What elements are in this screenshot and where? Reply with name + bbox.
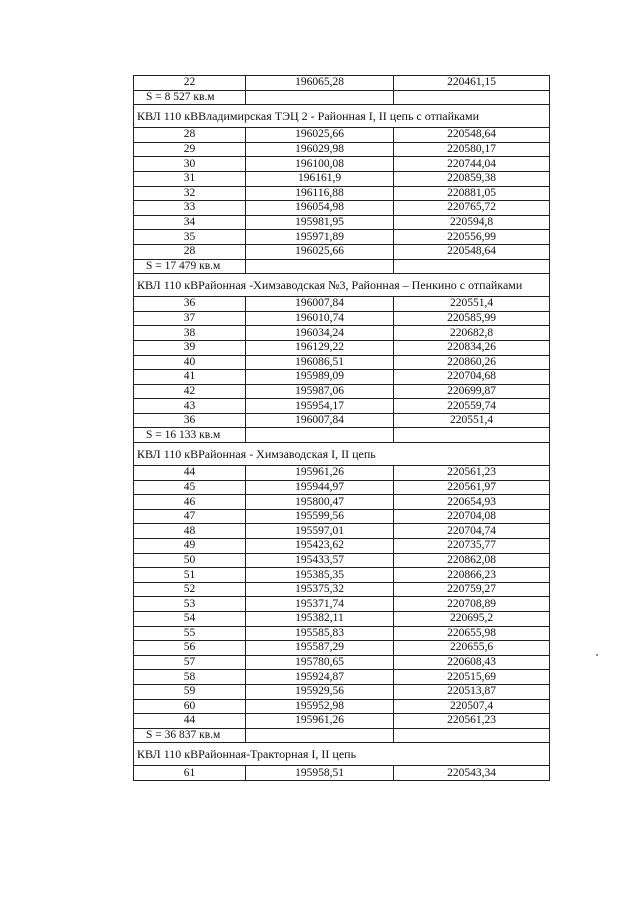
point-number: 57 <box>134 655 246 670</box>
x-coordinate: 196065,28 <box>246 76 394 91</box>
table-row <box>134 568 550 583</box>
x-coordinate: 195944,97 <box>246 480 394 495</box>
point-number: 55 <box>134 626 246 641</box>
table-row <box>134 612 550 627</box>
x-coordinate: 195599,56 <box>246 509 394 524</box>
point-number: 44 <box>134 466 246 481</box>
section-title: КВЛ 110 кВРайонная -Химзаводская №3, Районная – Пенкино с отпайками <box>134 274 550 297</box>
x-coordinate: 195971,89 <box>246 230 394 245</box>
table-row <box>134 340 550 355</box>
point-number: 36 <box>134 297 246 312</box>
table-row <box>134 539 550 554</box>
area-value: S = 36 837 кв.м <box>134 728 246 743</box>
y-coordinate: 220551,4 <box>394 297 550 312</box>
y-coordinate: 220559,74 <box>394 399 550 414</box>
table-row <box>134 142 550 157</box>
x-coordinate: 195800,47 <box>246 495 394 510</box>
y-coordinate: 220556,99 <box>394 230 550 245</box>
table-row <box>134 157 550 172</box>
point-number: 46 <box>134 495 246 510</box>
x-coordinate: 196029,98 <box>246 142 394 157</box>
empty-cell <box>394 428 550 443</box>
x-coordinate: 195929,56 <box>246 684 394 699</box>
point-number: 47 <box>134 509 246 524</box>
point-number: 49 <box>134 539 246 554</box>
point-number: 44 <box>134 714 246 729</box>
table-row <box>134 626 550 641</box>
table-row <box>134 509 550 524</box>
y-coordinate: 220513,87 <box>394 684 550 699</box>
point-number: 29 <box>134 142 246 157</box>
y-coordinate: 220881,05 <box>394 186 550 201</box>
x-coordinate: 195780,65 <box>246 655 394 670</box>
y-coordinate: 220655,98 <box>394 626 550 641</box>
x-coordinate: 195597,01 <box>246 524 394 539</box>
x-coordinate: 195433,57 <box>246 553 394 568</box>
x-coordinate: 195961,26 <box>246 714 394 729</box>
x-coordinate: 195587,29 <box>246 641 394 656</box>
table-row <box>134 186 550 201</box>
y-coordinate: 220735,77 <box>394 539 550 554</box>
table-row <box>134 230 550 245</box>
x-coordinate: 196129,22 <box>246 340 394 355</box>
y-coordinate: 220765,72 <box>394 201 550 216</box>
x-coordinate: 195382,11 <box>246 612 394 627</box>
point-number: 31 <box>134 171 246 186</box>
area-row <box>134 728 550 743</box>
table-row <box>134 480 550 495</box>
point-number: 35 <box>134 230 246 245</box>
table-row <box>134 553 550 568</box>
y-coordinate: 220866,23 <box>394 568 550 583</box>
y-coordinate: 220704,68 <box>394 370 550 385</box>
table-row <box>134 171 550 186</box>
x-coordinate: 196025,66 <box>246 244 394 259</box>
section-title-row <box>134 274 550 297</box>
point-number: 59 <box>134 684 246 699</box>
y-coordinate: 220708,89 <box>394 597 550 612</box>
x-coordinate: 195987,06 <box>246 384 394 399</box>
y-coordinate: 220862,08 <box>394 553 550 568</box>
x-coordinate: 196116,88 <box>246 186 394 201</box>
table-row <box>134 244 550 259</box>
x-coordinate: 196007,84 <box>246 413 394 428</box>
table-row <box>134 670 550 685</box>
y-coordinate: 220704,08 <box>394 509 550 524</box>
x-coordinate: 195924,87 <box>246 670 394 685</box>
y-coordinate: 220608,43 <box>394 655 550 670</box>
section-title-row <box>134 443 550 466</box>
section-title: КВЛ 110 кВВладимирская ТЭЦ 2 - Районная I, II цепь с отпайками <box>134 105 550 128</box>
x-coordinate: 195958,51 <box>246 766 394 781</box>
point-number: 56 <box>134 641 246 656</box>
point-number: 45 <box>134 480 246 495</box>
empty-cell <box>394 728 550 743</box>
y-coordinate: 220759,27 <box>394 582 550 597</box>
point-number: 37 <box>134 311 246 326</box>
table-row <box>134 699 550 714</box>
y-coordinate: 220655,6 <box>394 641 550 656</box>
x-coordinate: 195585,83 <box>246 626 394 641</box>
y-coordinate: 220561,23 <box>394 714 550 729</box>
y-coordinate: 220461,15 <box>394 76 550 91</box>
y-coordinate: 220580,17 <box>394 142 550 157</box>
point-number: 60 <box>134 699 246 714</box>
y-coordinate: 220744,04 <box>394 157 550 172</box>
area-value: S = 8 527 кв.м <box>134 90 246 105</box>
empty-cell <box>394 90 550 105</box>
y-coordinate: 220682,8 <box>394 326 550 341</box>
area-value: S = 16 133 кв.м <box>134 428 246 443</box>
point-number: 36 <box>134 413 246 428</box>
table-row <box>134 201 550 216</box>
section-title: КВЛ 110 кВРайонная-Тракторная I, II цепь <box>134 743 550 766</box>
point-number: 41 <box>134 370 246 385</box>
table-row <box>134 326 550 341</box>
area-value: S = 17 479 кв.м <box>134 259 246 274</box>
empty-cell <box>246 728 394 743</box>
table-row <box>134 495 550 510</box>
x-coordinate: 195952,98 <box>246 699 394 714</box>
y-coordinate: 220515,69 <box>394 670 550 685</box>
point-number: 50 <box>134 553 246 568</box>
y-coordinate: 220507,4 <box>394 699 550 714</box>
x-coordinate: 195981,95 <box>246 215 394 230</box>
point-number: 22 <box>134 76 246 91</box>
table-row <box>134 524 550 539</box>
y-coordinate: 220561,23 <box>394 466 550 481</box>
coordinates-table <box>133 75 550 781</box>
x-coordinate: 196161,9 <box>246 171 394 186</box>
x-coordinate: 195989,09 <box>246 370 394 385</box>
area-row <box>134 428 550 443</box>
y-coordinate: 220834,26 <box>394 340 550 355</box>
empty-cell <box>246 90 394 105</box>
empty-cell <box>394 259 550 274</box>
x-coordinate: 195961,26 <box>246 466 394 481</box>
y-coordinate: 220704,74 <box>394 524 550 539</box>
x-coordinate: 196010,74 <box>246 311 394 326</box>
y-coordinate: 220859,38 <box>394 171 550 186</box>
section-title: КВЛ 110 кВРайонная - Химзаводская I, II цепь <box>134 443 550 466</box>
table-row <box>134 714 550 729</box>
point-number: 34 <box>134 215 246 230</box>
y-coordinate: 220695,2 <box>394 612 550 627</box>
y-coordinate: 220548,64 <box>394 128 550 143</box>
table-row <box>134 399 550 414</box>
x-coordinate: 196007,84 <box>246 297 394 312</box>
y-coordinate: 220548,64 <box>394 244 550 259</box>
table-row <box>134 413 550 428</box>
point-number: 61 <box>134 766 246 781</box>
table-row <box>134 766 550 781</box>
table-row <box>134 384 550 399</box>
point-number: 51 <box>134 568 246 583</box>
empty-cell <box>246 428 394 443</box>
x-coordinate: 196054,98 <box>246 201 394 216</box>
x-coordinate: 195423,62 <box>246 539 394 554</box>
x-coordinate: 195371,74 <box>246 597 394 612</box>
area-row <box>134 90 550 105</box>
x-coordinate: 195385,35 <box>246 568 394 583</box>
point-number: 28 <box>134 128 246 143</box>
point-number: 32 <box>134 186 246 201</box>
y-coordinate: 220699,87 <box>394 384 550 399</box>
y-coordinate: 220594,8 <box>394 215 550 230</box>
x-coordinate: 195954,17 <box>246 399 394 414</box>
x-coordinate: 196034,24 <box>246 326 394 341</box>
point-number: 58 <box>134 670 246 685</box>
table-row <box>134 582 550 597</box>
area-row <box>134 259 550 274</box>
table-row <box>134 355 550 370</box>
point-number: 52 <box>134 582 246 597</box>
section-title-row <box>134 743 550 766</box>
table-row <box>134 466 550 481</box>
y-coordinate: 220543,34 <box>394 766 550 781</box>
table-row <box>134 76 550 91</box>
y-coordinate: 220551,4 <box>394 413 550 428</box>
table-row <box>134 641 550 656</box>
x-coordinate: 196025,66 <box>246 128 394 143</box>
point-number: 28 <box>134 244 246 259</box>
point-number: 39 <box>134 340 246 355</box>
x-coordinate: 196100,08 <box>246 157 394 172</box>
coordinates-table-body <box>134 76 550 781</box>
table-row <box>134 370 550 385</box>
point-number: 33 <box>134 201 246 216</box>
empty-cell <box>246 259 394 274</box>
table-row <box>134 297 550 312</box>
section-title-row <box>134 105 550 128</box>
table-row <box>134 597 550 612</box>
y-coordinate: 220654,93 <box>394 495 550 510</box>
x-coordinate: 196086,51 <box>246 355 394 370</box>
table-row <box>134 128 550 143</box>
scan-speck <box>596 654 598 656</box>
point-number: 54 <box>134 612 246 627</box>
point-number: 42 <box>134 384 246 399</box>
x-coordinate: 195375,32 <box>246 582 394 597</box>
y-coordinate: 220585,99 <box>394 311 550 326</box>
table-row <box>134 311 550 326</box>
point-number: 30 <box>134 157 246 172</box>
point-number: 48 <box>134 524 246 539</box>
y-coordinate: 220860,26 <box>394 355 550 370</box>
table-row <box>134 655 550 670</box>
table-row <box>134 684 550 699</box>
table-row <box>134 215 550 230</box>
point-number: 43 <box>134 399 246 414</box>
y-coordinate: 220561,97 <box>394 480 550 495</box>
point-number: 40 <box>134 355 246 370</box>
point-number: 38 <box>134 326 246 341</box>
point-number: 53 <box>134 597 246 612</box>
